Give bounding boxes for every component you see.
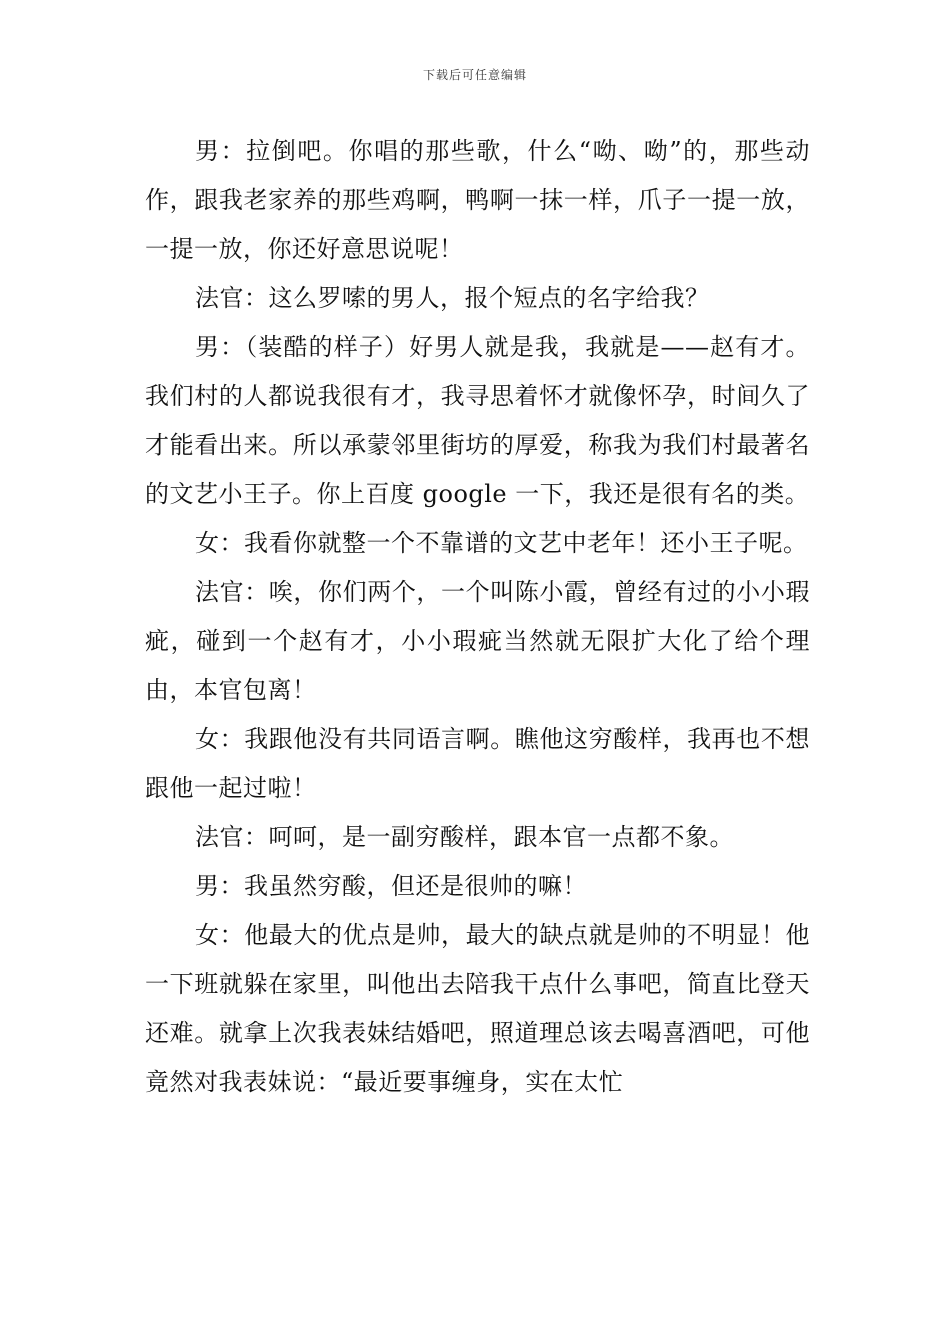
paragraph-3: 男：（装酷的样子）好男人就是我，我就是——赵有才。我们村的人都说我很有才，我寻思着怀才就像怀孕，时间久了才能看出来。所以承蒙邻里街坊的厚爱，称我为我们村最著名的文艺小王子。你上百度 google 一下，我还是很有名的类。: [145, 333, 810, 508]
document-body: [145, 127, 810, 1107]
paragraph-7: 法官：呵呵，是一副穷酸样，跟本官一点都不象。: [195, 823, 734, 851]
paragraph-4: 女：我看你就整一个不靠谱的文艺中老年！还小王子呢。: [195, 529, 808, 557]
paragraph-8: 男：我虽然穷酸，但还是很帅的嘛！: [195, 872, 587, 900]
paragraph-1: 男：拉倒吧。你唱的那些歌，什么“呦、呦”的，那些动作，跟我老家养的那些鸡啊，鸭啊一抹一样，爪子一提一放，一提一放，你还好意思说呢！: [145, 137, 810, 263]
page-header-note: 下载后可任意编辑: [422, 68, 527, 82]
paragraph-2: 法官：这么罗嗦的男人，报个短点的名字给我？: [195, 284, 710, 312]
paragraph-5: 法官：唉，你们两个，一个叫陈小霞，曾经有过的小小瑕疵，碰到一个赵有才，小小瑕疵当然就无限扩大化了给个理由，本官包离！: [145, 578, 810, 704]
paragraph-6: 女：我跟他没有共同语言啊。瞧他这穷酸样，我再也不想跟他一起过啦！: [145, 725, 810, 802]
paragraph-9: 女：他最大的优点是帅，最大的缺点就是帅的不明显！他一下班就躲在家里，叫他出去陪我干点什么事吧，简直比登天还难。就拿上次我表妹结婚吧，照道理总该去喝喜酒吧，可他竟然对我表妹说：“最近要事缠身，实在太忙: [145, 921, 810, 1096]
